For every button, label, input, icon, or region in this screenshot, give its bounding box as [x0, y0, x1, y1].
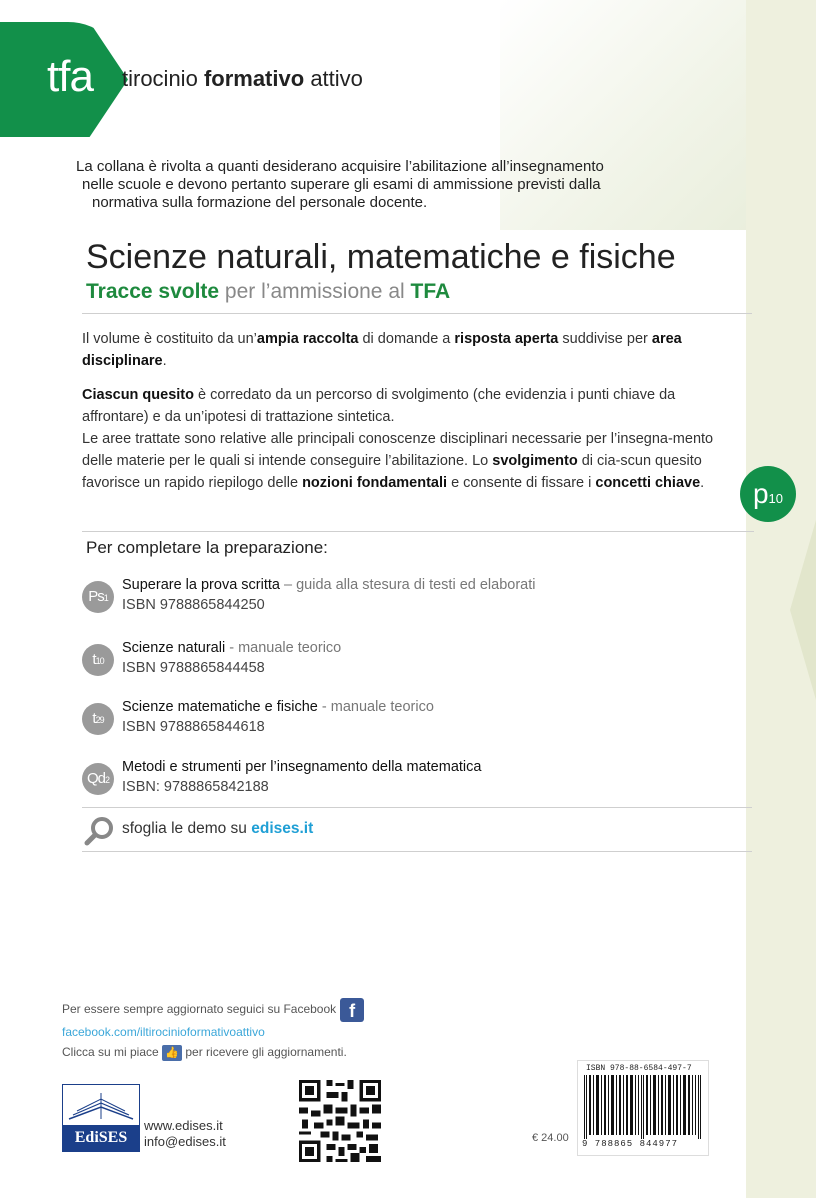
related-book[interactable]: Ps1 Superare la prova scritta – guida alla stesura di testi ed elaborati ISBN 9788865844250	[82, 577, 722, 621]
publisher-contacts	[144, 1118, 226, 1150]
book-series-icon: t29	[82, 703, 114, 735]
description	[82, 328, 724, 506]
related-heading: Per completare la preparazione:	[86, 538, 328, 557]
barcode-bars	[584, 1075, 702, 1139]
book-series-icon: Ps1	[82, 581, 114, 613]
related-book[interactable]: t10 Scienze naturali - manuale teorico ISBN 9788865844458	[82, 640, 722, 684]
price: € 24.00	[532, 1132, 569, 1144]
divider	[82, 851, 752, 852]
book-title: Scienze naturali, matematiche e fisiche	[86, 238, 676, 276]
edises-link[interactable]: edises.it	[251, 820, 314, 837]
book-pages-icon	[63, 1085, 139, 1125]
facebook-icon[interactable]: f	[340, 998, 364, 1022]
divider	[82, 313, 752, 314]
series-name: tirocinio formativo attivo	[122, 66, 363, 91]
book-subtitle: Tracce svolte per l’ammissione al TFA	[86, 280, 451, 303]
divider	[82, 531, 754, 532]
series-logo: tfa	[47, 52, 93, 101]
demo-link[interactable]: sfoglia le demo su edises.it	[82, 814, 752, 846]
description-p2: Ciascun quesito è corredato da un percorso di svolgimento (che evidenzia i punti chiave da affrontare) e da un’ipotesi di trattazione sintetica.	[82, 387, 676, 425]
book-series-icon: Qd2	[82, 763, 114, 795]
qr-code[interactable]	[295, 1077, 385, 1165]
related-book[interactable]: t29 Scienze matematiche e fisiche - manuale teorico ISBN 9788865844618	[82, 699, 722, 743]
series-intro: La collana è rivolta a quanti desiderano acquisire l’abilitazione all’insegnamento nelle scuole e devono pertanto superare gli esami di ammissione previsti dalla normativa sulla formazione del personale docente.	[76, 158, 604, 211]
search-icon	[84, 816, 114, 846]
facebook-block: Per essere sempre aggiornato seguici su Facebook f facebook.com/iltirocinioformativoattivo Clicca su mi piace 👍 per ricevere gli aggiornamenti.	[62, 998, 364, 1062]
publisher-web[interactable]: www.edises.it	[144, 1118, 223, 1133]
related-book[interactable]: Qd2 Metodi e strumenti per l’insegnamento della matematica ISBN: 9788865842188	[82, 759, 722, 803]
volume-badge: p10	[740, 466, 796, 522]
description-p1: Il volume è costituito da un’ampia raccolta di domande a risposta aperta suddivise per area disciplinare.	[82, 331, 682, 369]
description-p3: Le aree trattate sono relative alle principali conoscenze disciplinari necessarie per l’insegna-mento delle materie per le quali si intende conseguire l’abilitazione. Lo svolgimento di cia-scun quesito favorisce un rapido riepilogo delle nozioni fondamentali e consente di fissare i concetti chiave.	[82, 431, 714, 491]
publisher-email[interactable]: info@edises.it	[144, 1134, 226, 1149]
divider	[82, 807, 752, 808]
like-icon: 👍	[162, 1045, 182, 1061]
publisher-logo: EdiSES	[62, 1084, 140, 1152]
facebook-url[interactable]: facebook.com/iltirocinioformativoattivo	[62, 1025, 265, 1039]
book-series-icon: t10	[82, 644, 114, 676]
isbn-barcode: ISBN 978-88-6584-497-7 9 788865 844977	[577, 1060, 709, 1156]
